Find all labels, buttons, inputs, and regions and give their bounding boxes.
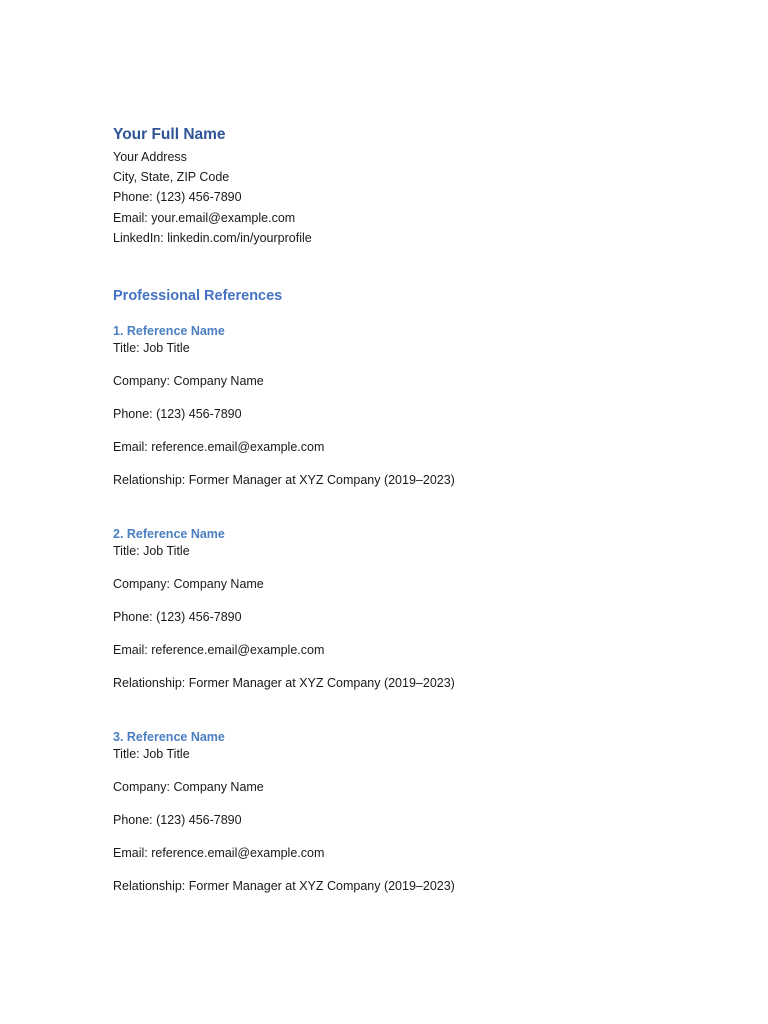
reference-phone: Phone: (123) 456-7890 bbox=[113, 407, 242, 422]
reference-phone: Phone: (123) 456-7890 bbox=[113, 813, 242, 828]
email: Email: your.email@example.com bbox=[113, 210, 296, 225]
reference-company: Company: Company Name bbox=[113, 577, 264, 592]
reference-entry bbox=[113, 525, 673, 692]
reference-company: Company: Company Name bbox=[113, 780, 264, 795]
reference-entry bbox=[113, 728, 673, 895]
phone: Phone: (123) 456-7890 bbox=[113, 190, 242, 205]
reference-title: Title: Job Title bbox=[113, 341, 190, 356]
reference-email: Email: reference.email@example.com bbox=[113, 846, 325, 861]
header bbox=[113, 124, 673, 248]
reference-email: Email: reference.email@example.com bbox=[113, 643, 325, 658]
contact-info bbox=[113, 147, 673, 248]
full-name: Your Full Name bbox=[113, 126, 226, 143]
section-heading: Professional References bbox=[113, 288, 283, 305]
address: Your Address bbox=[113, 150, 187, 164]
linkedin: LinkedIn: linkedin.com/in/yourprofile bbox=[113, 230, 312, 245]
reference-title: Title: Job Title bbox=[113, 544, 190, 559]
reference-phone: Phone: (123) 456-7890 bbox=[113, 610, 242, 625]
reference-company: Company: Company Name bbox=[113, 374, 264, 389]
document-page bbox=[113, 124, 673, 895]
reference-name: 2. Reference Name bbox=[113, 527, 225, 542]
reference-title: Title: Job Title bbox=[113, 747, 190, 762]
reference-entry bbox=[113, 322, 673, 489]
reference-relationship: Relationship: Former Manager at XYZ Company (2019–2023) bbox=[113, 676, 455, 691]
reference-relationship: Relationship: Former Manager at XYZ Company (2019–2023) bbox=[113, 879, 455, 894]
reference-email: Email: reference.email@example.com bbox=[113, 440, 325, 455]
reference-name: 3. Reference Name bbox=[113, 730, 225, 745]
reference-name: 1. Reference Name bbox=[113, 324, 225, 339]
reference-relationship: Relationship: Former Manager at XYZ Company (2019–2023) bbox=[113, 473, 455, 488]
city-state-zip: City, State, ZIP Code bbox=[113, 170, 230, 185]
